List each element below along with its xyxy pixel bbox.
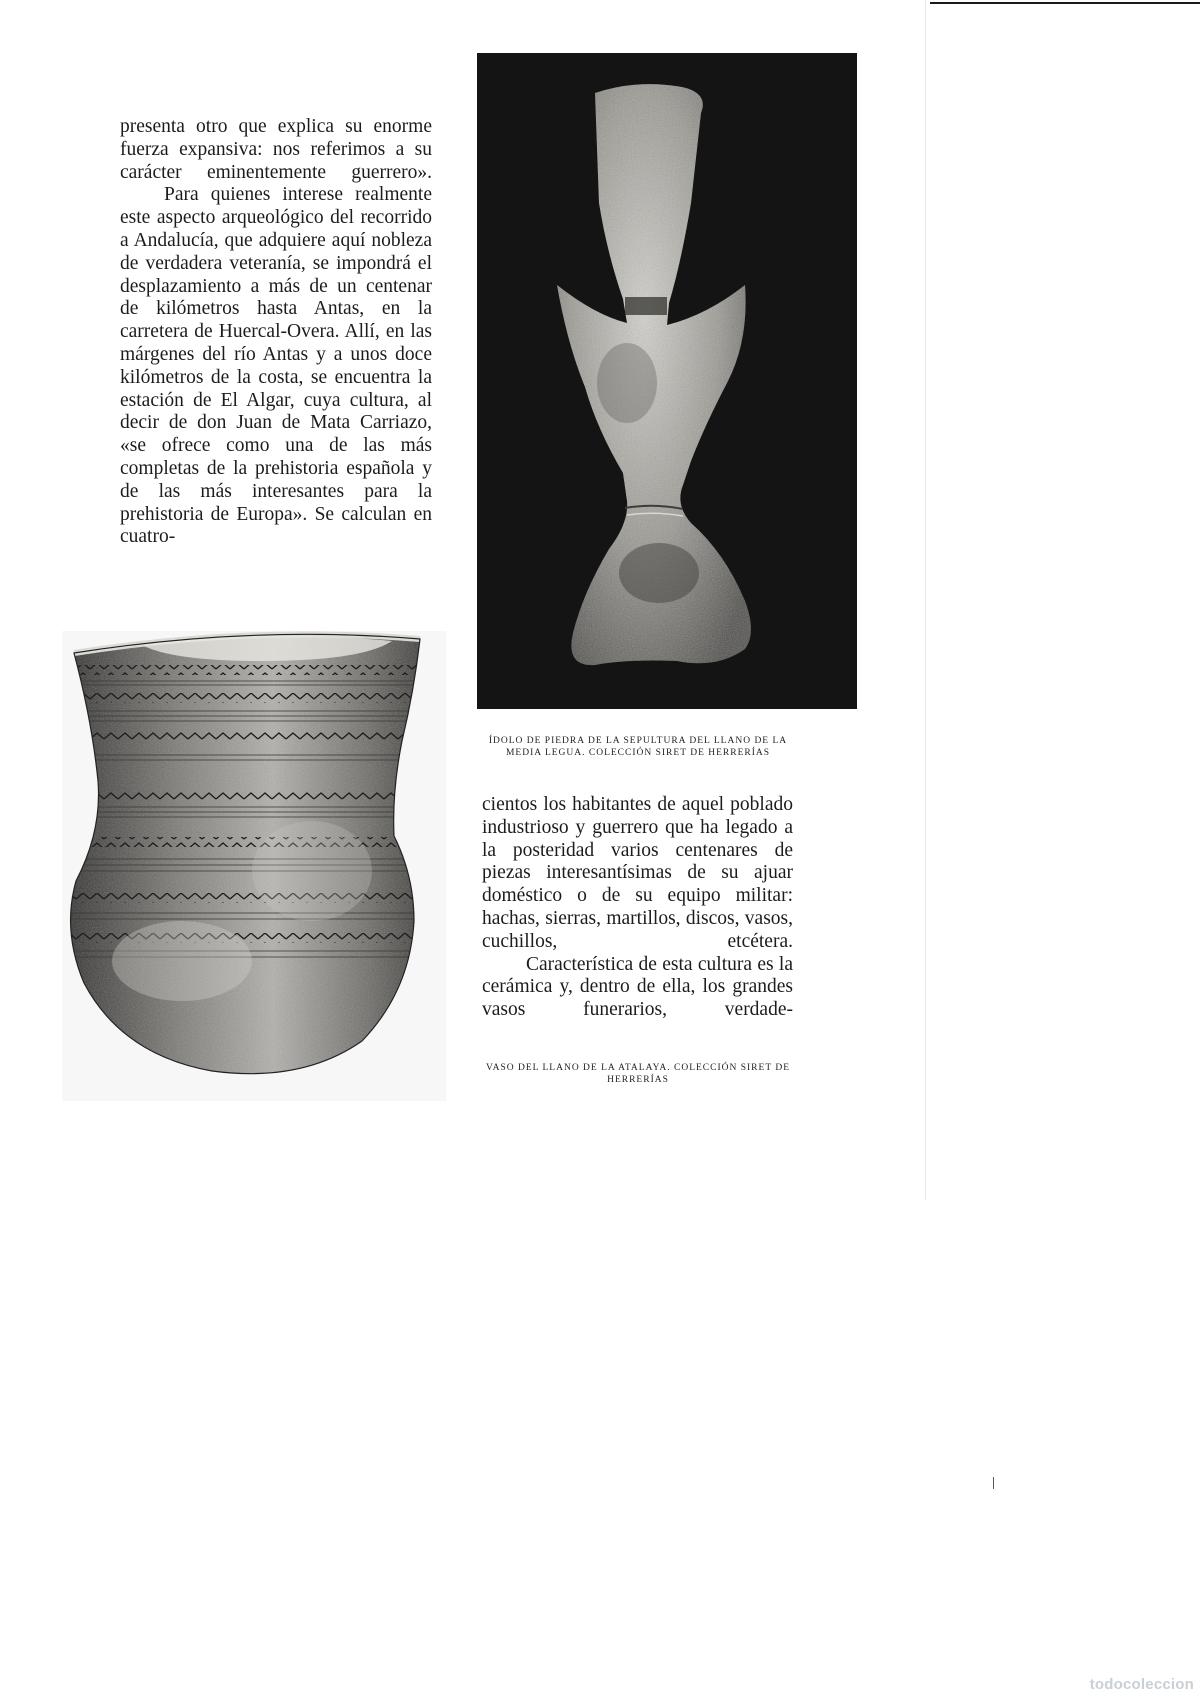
- scan-mark: [993, 1477, 994, 1489]
- idol-caption: ÍDOLO DE PIEDRA DE LA SEPULTURA DEL LLANO DE LA MEDIA LEGUA. COLECCIÓN SIRET DE HERRERÍAS: [488, 736, 788, 758]
- paragraph: presenta otro que explica su enorme fuerza expansiva: nos referimos a su carácter eminentemente guerrero».: [120, 116, 432, 183]
- watermark: todocoleccion: [1089, 1676, 1194, 1693]
- idol-photograph: [477, 53, 857, 709]
- scan-edge-line: [925, 0, 926, 1200]
- bell-beaker-vessel-image: [62, 631, 446, 1101]
- text-column-left: [120, 116, 432, 549]
- top-rule: [930, 2, 1200, 4]
- paragraph: cientos los habitantes de aquel poblado industrioso y guerrero que ha legado a la posteridad varios centenares de piezas interesantísimas de su ajuar doméstico o de su equipo militar: hachas, sierras, martillos, discos, vasos, cuchillos, etcétera.: [482, 794, 793, 952]
- paragraph: Característica de esta cultura es la cerámica y, dentro de ella, los grandes vasos funerarios, verdade-: [482, 953, 793, 1021]
- vessel-caption: VASO DEL LLANO DE LA ATALAYA. COLECCIÓN SIRET DE HERRERÍAS: [485, 1063, 790, 1085]
- text-column-right: [482, 794, 793, 1022]
- vessel-photograph: [62, 631, 446, 1101]
- paragraph: Para quienes interese realmente este aspecto arqueológico del recorrido a Andalucía, que adquiere aquí nobleza de verdadera veteranía, se impondrá el desplazamiento a más de un centenar de kilómetros hasta Antas, en la carretera de Huercal-Overa. Allí, en las márgenes del río Antas y a unos doce kilómetros de la costa, se encuentra la estación de El Algar, cuya cultura, al decir de don Juan de Mata Carriazo, «se ofrece como una de las más completas de la prehistoria española y de las más interesantes para la prehistoria de Europa». Se calculan en cuatro-: [120, 184, 432, 548]
- stone-idol-image: [477, 53, 857, 709]
